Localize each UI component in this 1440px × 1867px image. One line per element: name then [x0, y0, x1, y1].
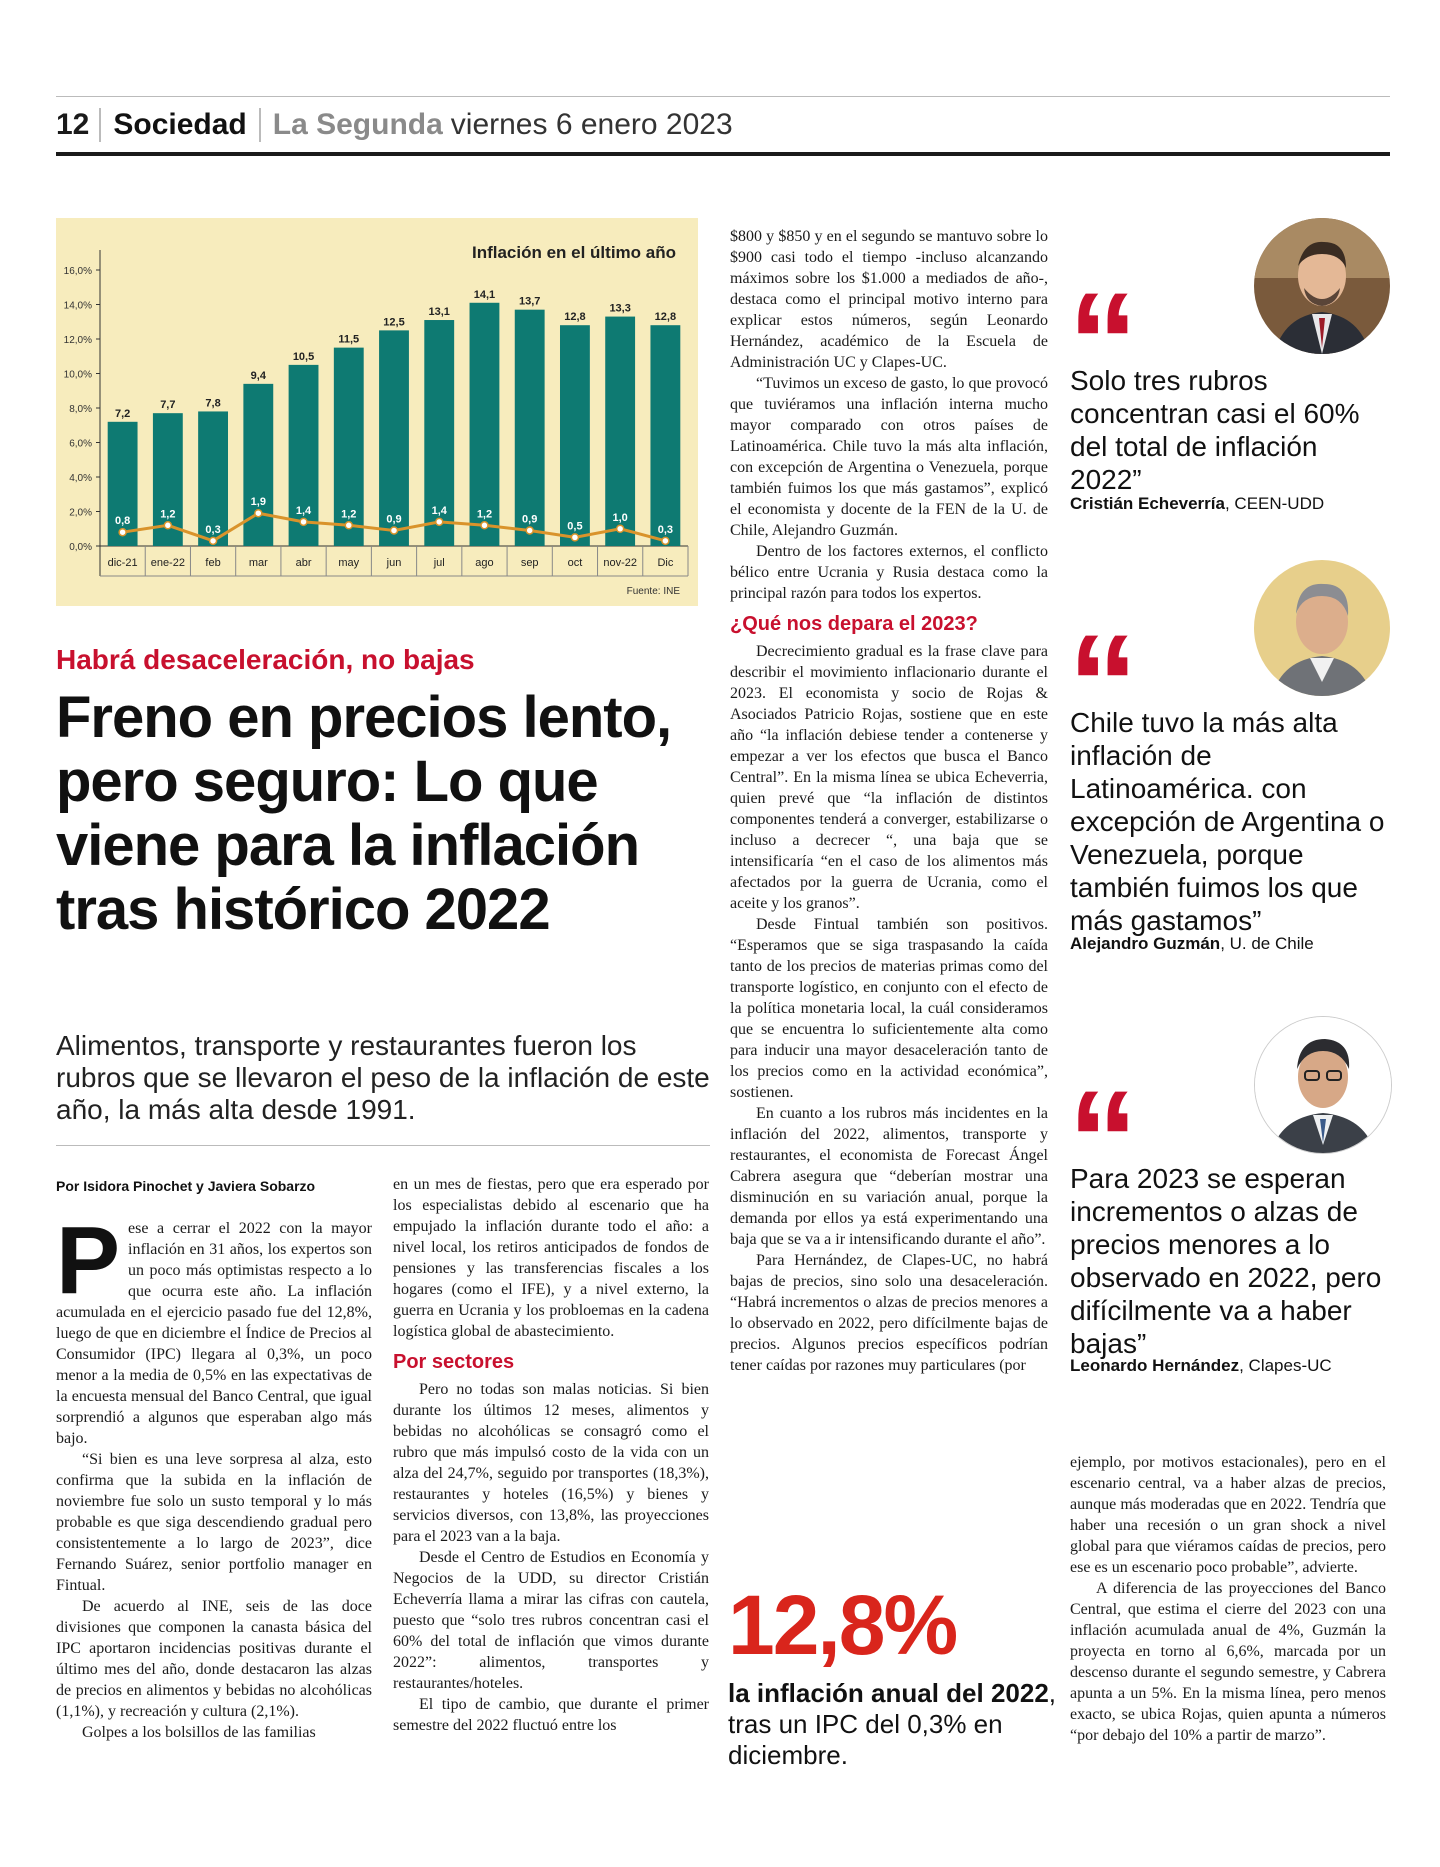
line-data-label: 1,4	[295, 504, 312, 517]
bar-data-label: 7,2	[114, 407, 131, 420]
body-paragraph: Dentro de los factores externos, el conflicto bélico entre Ucrania y Rusia destaca como la principal razón para todos los expertos.	[730, 543, 1048, 602]
chart-bar	[515, 310, 545, 546]
line-point	[210, 537, 217, 544]
stat-number: 12,8%	[728, 1578, 957, 1672]
pull-quote-attribution: Leonardo Hernández, Clapes-UC	[1070, 1356, 1332, 1375]
avatar-guzman	[1254, 560, 1390, 696]
avatar-echeverria	[1254, 218, 1390, 354]
issue-date: viernes 6 enero 2023	[450, 108, 733, 141]
body-paragraph: Decrecimiento gradual es la frase clave para describir el movimiento inflacionario durante el 2023. El economista y socio de Rojas & Asociados Patricio Rojas, sostiene que en este año “la inflación debiese tender a contenerse y empezar a ver los efectos que busca el Banco Central”. En la misma línea se ubica Echeverria, quien prevé que “la inflación de distintos componentes tenderá a converger, estabilizarse o incluso a decrecer “, una baja que se intensificaría “en el caso de los alimentos más afectados por la guerra de Ucrania, como el aceite y los granos”.	[730, 643, 1048, 912]
highlight-stat	[728, 1580, 1058, 1771]
line-data-label: 0,5	[567, 520, 583, 533]
line-data-label: 1,9	[250, 496, 266, 509]
y-tick-label: 8,0%	[69, 404, 92, 415]
line-point	[391, 527, 398, 534]
article-headline: Freno en precios lento, pero seguro: Lo que viene para la inflación tras histórico 2022	[56, 685, 672, 942]
bar-data-label: 14,1	[473, 288, 496, 301]
body-paragraph: “Si bien es una leve sorpresa al alza, esto confirma que la subida en la inflación de noviembre fue solo un susto temporal y lo más probable es que siga descendiendo gradual pero consistentemente a lo largo de 2023”, dice Fernando Suárez, senior portfolio manager en Fintual.	[56, 1451, 372, 1594]
bar-data-label: 12,5	[383, 316, 405, 329]
subheading-que-nos-depara: ¿Qué nos depara el 2023?	[730, 613, 978, 635]
line-point	[255, 510, 262, 517]
bar-data-label: 12,8	[564, 311, 586, 324]
header-top-rule	[56, 96, 1390, 97]
line-data-label: 0,3	[205, 523, 221, 536]
line-data-label: 0,9	[386, 513, 402, 526]
line-data-label: 1,4	[431, 504, 447, 517]
bar-data-label: 7,7	[160, 399, 176, 412]
publication-name: La Segunda	[272, 108, 443, 141]
y-tick-label: 14,0%	[63, 300, 92, 312]
line-data-label: 1,2	[160, 508, 176, 521]
pull-quote-text: Solo tres rubros concentran casi el 60% del total de inflación 2022”	[1070, 365, 1360, 495]
body-paragraph: El tipo de cambio, que durante el primer semestre del 2022 fluctuó entre los	[393, 1696, 709, 1734]
bar-data-label: 11,5	[338, 333, 360, 346]
body-paragraph: en un mes de fiestas, pero que era esperado por los especialistas debido al escenario que ha empujado la inflación durante todo el año: a nivel local, los retiros anticipados de fondos de pensiones y las transferencias fiscales a los hogares (como el IFE), y a nivel externo, la guerra en Ucrania y los probloemas en la cadena logística global de abastecimiento.	[393, 1176, 709, 1340]
article-kicker: Habrá desaceleración, no bajas	[56, 644, 475, 675]
line-point	[617, 525, 624, 532]
header-bottom-rule	[56, 152, 1390, 156]
line-point	[300, 518, 307, 525]
article-lead: Alimentos, transporte y restaurantes fueron los rubros que se llevaron el peso de la inflación de este año, la más alta desde 1991.	[56, 1030, 710, 1125]
article-byline: Por Isidora Pinochet y Javiera Sobarzo	[56, 1178, 316, 1194]
y-tick-label: 6,0%	[69, 438, 92, 450]
body-paragraph: Desde el Centro de Estudios en Economía y Negocios de la UDD, su director Cristián Echeverría llama a mirar las cifras con cautela, puesto que “solo tres rubros concentran casi el 60% del total de inflación que vimos durante 2022”: alimentos, transportes y restaurantes/hoteles.	[393, 1549, 709, 1692]
pull-quote-text: Chile tuvo la más alta inflación de Latinoamérica. con excepción de Argentina o Venezuela, porque también fuimos los que más gastamos”	[1070, 707, 1385, 936]
lead-divider	[56, 1145, 710, 1146]
chart-bar	[560, 325, 590, 546]
line-point	[436, 518, 443, 525]
body-paragraph: Golpes a los bolsillos de las familias	[82, 1724, 316, 1741]
avatar-hernandez	[1254, 1016, 1392, 1154]
y-tick-label: 12,0%	[63, 335, 92, 346]
portrait-icon	[1254, 560, 1390, 696]
page-header	[56, 100, 733, 150]
section-name: Sociedad	[101, 108, 260, 142]
article-column-1	[56, 1207, 372, 1743]
x-tick-label: jun	[386, 557, 402, 569]
body-paragraph: De acuerdo al INE, seis de las doce divisiones que componen la canasta básica del IPC aportaron incidencias positivas durante el último mes del año, donde destacaron las alzas de precios en alimentos y bebidas no alcohólicas (1,1%), y recreación y cultura (2,1%).	[56, 1598, 372, 1720]
x-tick-label: dic-21	[107, 557, 138, 569]
y-tick-label: 4,0%	[69, 473, 92, 484]
drop-cap: P	[56, 1207, 121, 1314]
chart-bar	[650, 325, 680, 546]
body-paragraph: En cuanto a los rubros más incidentes en la inflación del 2022, alimentos, transporte y restaurantes, el economista de Forecast Ángel Cabrera asegura que “deberían mostrar una disminución en su variación anual, porque la demanda por ellos ya está experimentando una baja que se va a ir intensificando durante el año”.	[730, 1105, 1048, 1248]
bar-data-label: 7,8	[205, 397, 221, 410]
x-tick-label: nov-22	[603, 557, 637, 569]
portrait-icon	[1255, 1017, 1391, 1153]
x-tick-label: abr	[295, 557, 312, 569]
x-tick-label: ene-22	[150, 557, 185, 569]
y-tick-label: 2,0%	[69, 507, 92, 519]
chart-source: Fuente: INE	[626, 586, 680, 597]
body-paragraph: Pese a cerrar el 2022 con la mayor inflación en 31 años, los expertos son un poco más optimistas respecto a lo que ocurra este año. La inflación acumulada en el ejercicio pasado fue del 12,8%, luego de que en diciembre el Índice de Precios al Consumidor (IPC) llegara al 0,3%, un poco menor a la media de 0,5% en las expectativas de la encuesta mensual del Banco Central, que igual sorprendió a algunos que esperaban algo más bajo.	[56, 1207, 372, 1447]
body-paragraph: ejemplo, por motivos estacionales), pero en el escenario central, va a haber alzas de precios, aunque más moderadas que en 2022. Tendría que haber una recesión o un gran shock a nivel global para que viéramos caídas de precios, pero ese es un escenario poco probable”, advierte.	[1070, 1454, 1386, 1576]
body-paragraph: A diferencia de las proyecciones del Banco Central, que estima el cierre del 2023 con una inflación acumulada anual de 4%, Guzmán la proyecta en torno al 6,6%, marcada por un descenso durante el segundo semestre, y Cabrera apunta a un 5%. En la misma línea, pero menos exacto, se ubica Rojas, quien apunta a números “por debajo del 10% a partir de marzo”.	[1070, 1580, 1386, 1744]
x-tick-label: may	[338, 557, 360, 569]
quote-mark-icon	[1068, 634, 1138, 704]
portrait-icon	[1254, 218, 1390, 354]
x-tick-label: ago	[475, 557, 494, 569]
y-tick-label: 10,0%	[63, 369, 92, 381]
bar-data-label: 13,7	[518, 295, 541, 308]
chart-bar	[108, 422, 138, 546]
inflation-chart	[56, 218, 698, 606]
line-data-label: 0,9	[522, 513, 538, 526]
body-paragraph: Pero no todas son malas noticias. Si bien durante los últimos 12 meses, alimentos y bebidas no alcohólicas se consagró como el rubro que más impulsó costo de la vida con un alza del 24,7%, seguido por transportes (18,3%), restaurantes y hoteles (16,5%) y bienes y servicios diversos, con 13,8%, las proyecciones para el 2023 van a la baja.	[393, 1381, 709, 1545]
line-point	[571, 534, 578, 541]
bar-data-label: 13,1	[428, 306, 450, 319]
line-data-label: 0,8	[114, 515, 131, 528]
x-tick-label: oct	[567, 557, 583, 569]
pull-quote-attribution: Cristián Echeverría, CEEN-UDD	[1070, 494, 1325, 513]
quote-mark-icon	[1068, 1090, 1138, 1160]
body-paragraph: Para Hernández, de Clapes-UC, no habrá bajas de precios, sino solo una desaceleración. “Habrá incrementos o alzas de precios menores a lo observado en 2022, pero difícilmente bajas de precios. Algunos precios específicos podrían tener caídas por razones muy particulares (por	[730, 1252, 1048, 1374]
bar-data-label: 12,8	[654, 311, 677, 324]
x-tick-label: Dic	[657, 557, 674, 569]
line-point	[481, 522, 488, 529]
article-column-3	[730, 226, 1048, 1376]
bar-data-label: 9,4	[250, 369, 266, 382]
subheading-por-sectores: Por sectores	[393, 1351, 515, 1373]
line-data-label: 1,2	[341, 508, 357, 521]
pull-quote-text: Para 2023 se esperan incrementos o alzas de precios menores a lo observado en 2022, pero difícilmente va a haber bajas”	[1070, 1163, 1382, 1359]
body-paragraph: “Tuvimos un exceso de gasto, lo que provocó que tuviéramos una inflación interna mucho mayor comparado con otros países de Latinoamérica. Chile tuvo la más alta inflación, con excepción de Argentina o Venezuela, porque también fuimos los que más gastamos”, explicó el economista y docente de la FEN de la U. de Chile, Alejandro Guzmán.	[730, 375, 1048, 539]
stat-description: la inflación anual del 2022, tras un IPC del 0,3% en diciembre.	[728, 1678, 1057, 1770]
line-point	[119, 529, 126, 536]
body-paragraph: Desde Fintual también son positivos. “Esperamos que se siga traspasando la caída tanto de los precios de materias primas como del transporte logístico, en conjunto con el efecto de la política monetaria local, la cuál consideramos que se encuentra lo suficientemente alta como para inducir una mayor desaceleración tanto de los precios como en la actividad económica”, sostienen.	[730, 916, 1048, 1101]
x-tick-label: sep	[520, 557, 539, 569]
article-column-4	[1070, 1452, 1386, 1746]
y-tick-label: 16,0%	[63, 266, 92, 277]
page-number: 12	[56, 108, 101, 142]
line-data-label: 1,0	[612, 511, 628, 524]
line-point	[526, 527, 533, 534]
x-tick-label: mar	[248, 557, 268, 569]
bar-data-label: 10,5	[292, 350, 315, 363]
quote-mark-icon	[1068, 292, 1138, 362]
chart-title: Inflación en el último año	[471, 243, 676, 262]
line-point	[164, 522, 171, 529]
article-column-2	[393, 1174, 709, 1736]
line-data-label: 1,2	[476, 508, 493, 521]
line-point	[662, 537, 669, 544]
line-data-label: 0,3	[657, 523, 674, 536]
x-tick-label: feb	[205, 557, 221, 569]
inflation-chart-svg	[56, 218, 698, 606]
chart-bar	[243, 384, 273, 546]
y-tick-label: 0,0%	[69, 542, 92, 553]
line-point	[345, 522, 352, 529]
x-tick-label: jul	[433, 557, 445, 569]
pull-quote-attribution: Alejandro Guzmán, U. de Chile	[1070, 934, 1314, 953]
bar-data-label: 13,3	[609, 302, 631, 315]
body-paragraph: $800 y $850 y en el segundo se mantuvo sobre lo $900 casi todo el tiempo -incluso alcanzando máximos sobre los $1.000 a mediados de año-, destaca como el principal motivo interno para explicar estos números, según Leonardo Hernández, académico de la Escuela de Administración UC y Clapes-UC.	[730, 228, 1048, 371]
